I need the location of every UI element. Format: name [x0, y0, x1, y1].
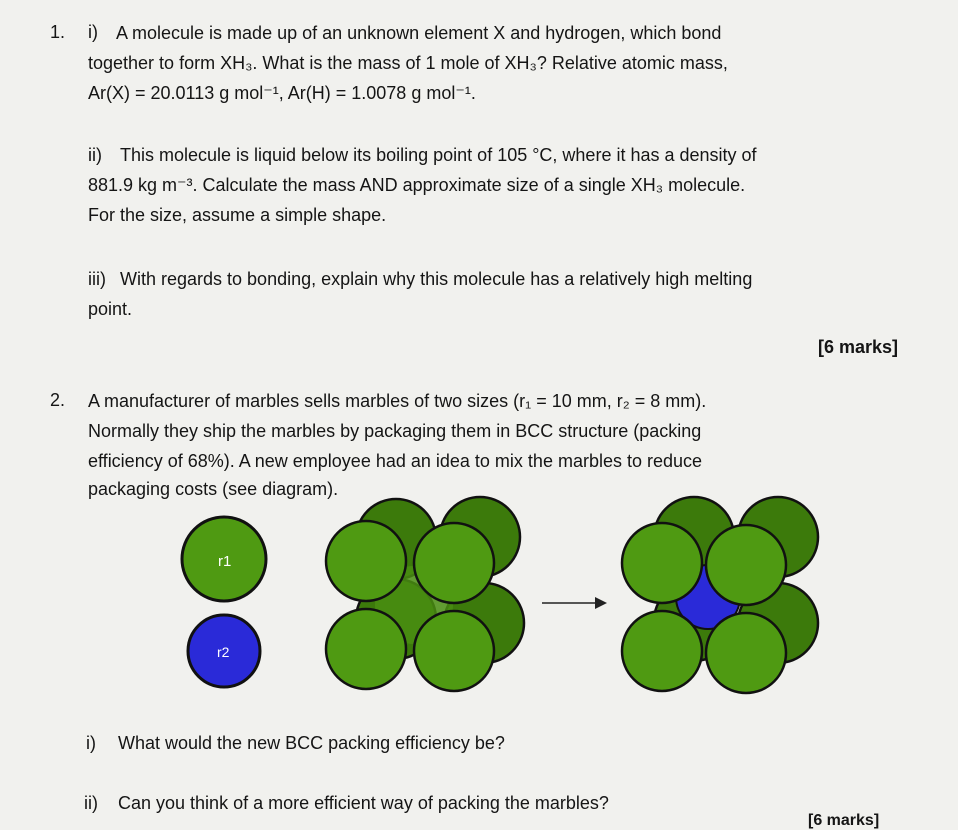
- front-marble: [414, 611, 494, 691]
- q2-line-1: A manufacturer of marbles sells marbles of two sizes (r₁ = 10 mm, r₂ = 8 mm).: [88, 391, 707, 411]
- q1-part-i-line-1: A molecule is made up of an unknown element X and hydrogen, which bond: [116, 23, 722, 43]
- q2-number: 2.: [50, 390, 66, 410]
- q2-line-2: Normally they ship the marbles by packaging them in BCC structure (packing: [88, 421, 702, 441]
- q1-part-iii-label: iii): [88, 269, 106, 289]
- q2-part-i-label: i): [86, 733, 96, 753]
- q1-part-i-line-3: Ar(X) = 20.0113 g mol⁻¹, Ar(H) = 1.0078 g mol⁻¹.: [88, 83, 476, 103]
- front-marble: [622, 611, 702, 691]
- q1-part-iii-line-2: point.: [88, 299, 133, 319]
- marble-packing-diagram: [160, 495, 840, 705]
- q2-part-ii-text: Can you think of a more efficient way of packing the marbles?: [118, 793, 609, 813]
- q2-part-ii-label: ii): [84, 793, 98, 813]
- front-marble: [326, 521, 406, 601]
- q1-marks: [6 marks]: [818, 337, 899, 357]
- q1-number: 1.: [50, 22, 66, 42]
- packing-diagram-svg: [160, 495, 840, 705]
- q2-part-i-text: What would the new BCC packing efficiency be?: [118, 733, 505, 753]
- q2-line-4: packaging costs (see diagram).: [88, 479, 339, 499]
- q1-part-ii-label: ii): [88, 145, 102, 165]
- bcc-mixed-cell: [622, 497, 818, 693]
- q1-part-iii-line-1: With regards to bonding, explain why this molecule has a relatively high melting: [120, 269, 753, 289]
- front-marble: [414, 523, 494, 603]
- front-marble: [326, 609, 406, 689]
- q1-part-ii-line-3: For the size, assume a simple shape.: [88, 205, 387, 225]
- front-marble: [622, 523, 702, 603]
- q1-part-i-line-2: together to form XH₃. What is the mass of 1 mole of XH₃? Relative atomic mass,: [88, 53, 728, 73]
- legend-label-r1: r1: [218, 553, 232, 570]
- q1-part-ii-line-2: 881.9 kg m⁻³. Calculate the mass AND approximate size of a single XH₃ molecule.: [88, 175, 746, 195]
- q2-marks-cutoff: [6 marks]: [808, 812, 880, 829]
- bcc-standard-cell: [326, 497, 524, 691]
- q1-part-i-label: i): [88, 22, 98, 42]
- q2-line-3: efficiency of 68%). A new employee had an idea to mix the marbles to reduce: [88, 451, 703, 471]
- legend-label-r2: r2: [217, 644, 230, 660]
- front-marble: [706, 613, 786, 693]
- front-marble: [706, 525, 786, 605]
- q1-part-ii-line-1: This molecule is liquid below its boiling point of 105 °C, where it has a density of: [120, 145, 757, 165]
